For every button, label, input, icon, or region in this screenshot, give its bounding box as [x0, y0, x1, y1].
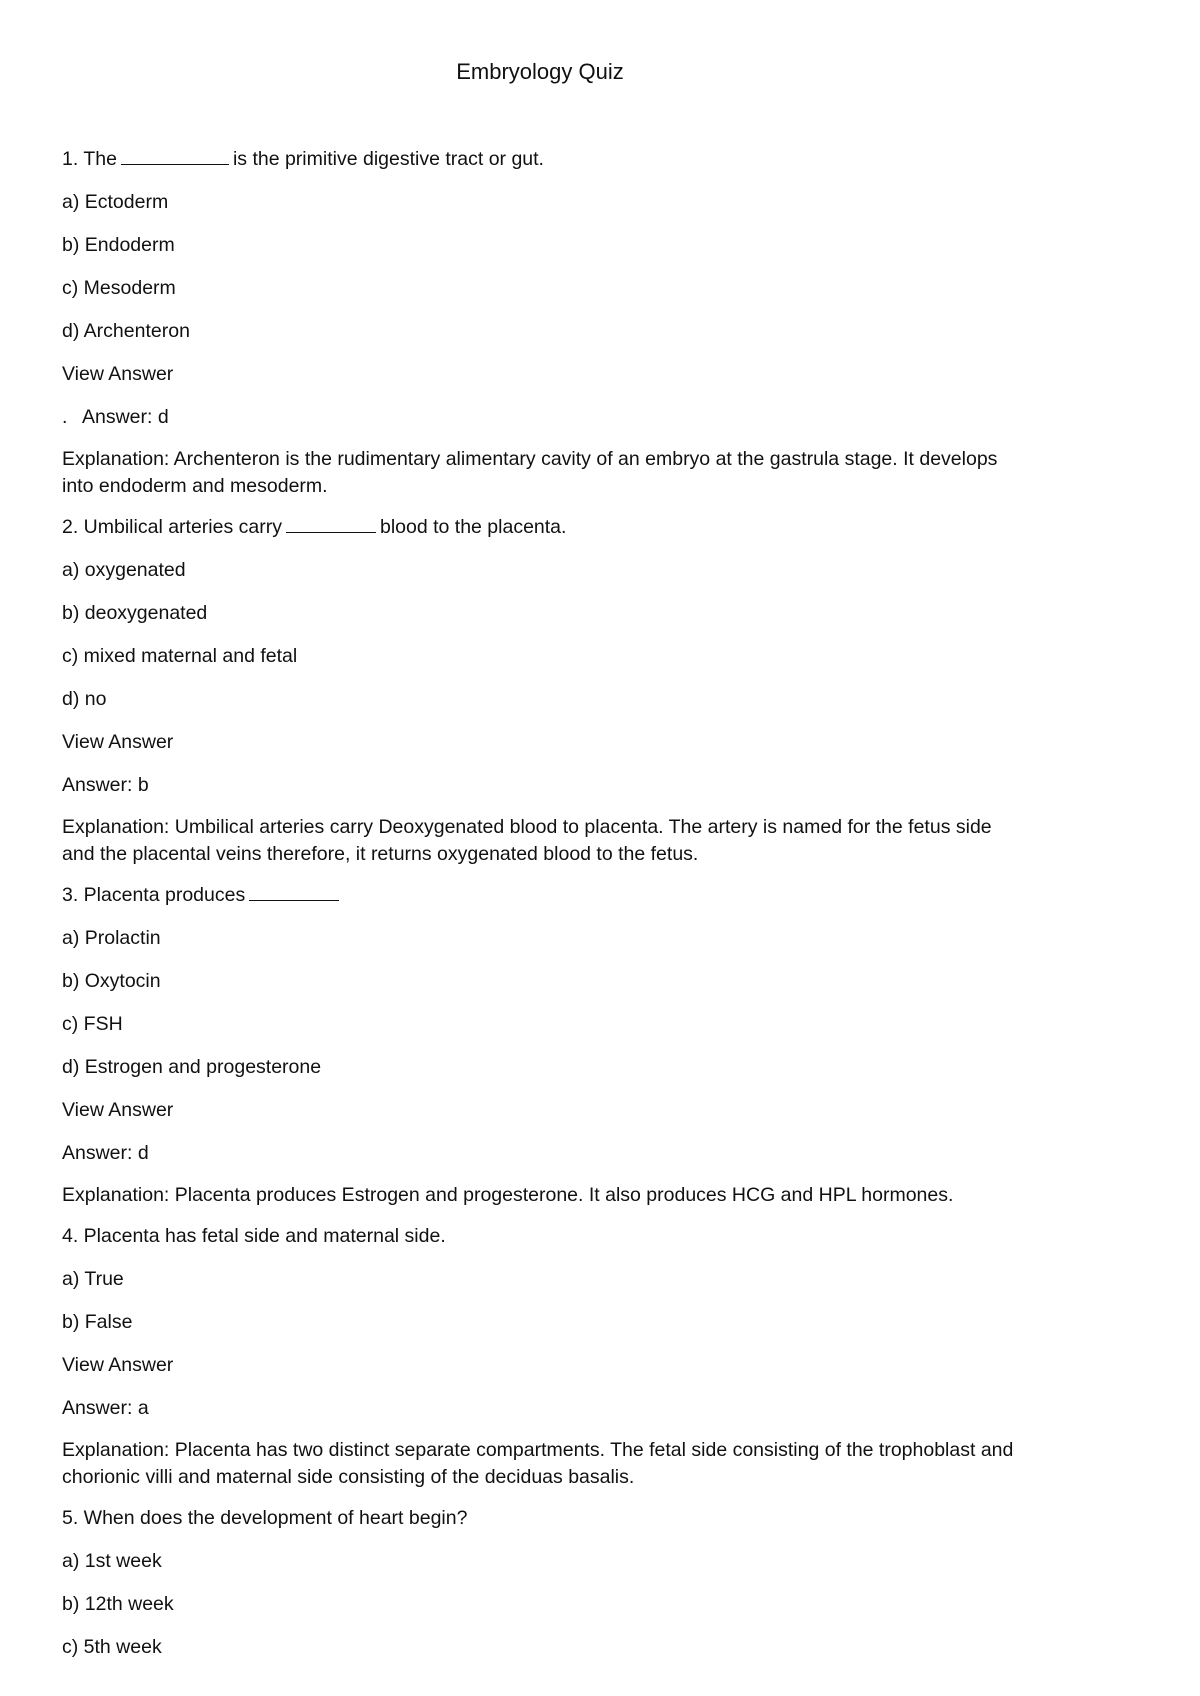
question-2-option-c: c) mixed maternal and fetal	[62, 645, 298, 667]
question-3-view-answer-link[interactable]: View Answer	[62, 1099, 174, 1121]
question-2-answer: Answer: b	[62, 774, 149, 796]
question-5-stem: 5. When does the development of heart begin?	[62, 1507, 468, 1529]
question-1-option-b: b) Endoderm	[62, 234, 175, 256]
question-4-stem: 4. Placenta has fetal side and maternal side.	[62, 1225, 446, 1247]
question-1-view-answer-link[interactable]: View Answer	[62, 363, 174, 385]
question-4-answer: Answer: a	[62, 1397, 149, 1419]
question-3-explanation: Explanation: Placenta produces Estrogen and progesterone. It also produces HCG and HPL hormones.	[62, 1184, 954, 1206]
question-3-option-d: d) Estrogen and progesterone	[62, 1056, 322, 1078]
question-3-stem-before: 3. Placenta produces	[62, 884, 246, 906]
question-3-option-c: c) FSH	[62, 1013, 123, 1035]
question-2-view-answer-link[interactable]: View Answer	[62, 731, 174, 753]
question-3-option-b: b) Oxytocin	[62, 970, 161, 992]
question-1-blank	[121, 146, 229, 165]
question-2-blank	[286, 514, 376, 533]
question-2-option-d: d) no	[62, 688, 107, 710]
question-3-blank	[249, 882, 339, 901]
question-1-answer	[62, 403, 1022, 431]
question-2-stem-before: 2. Umbilical arteries carry	[62, 516, 282, 538]
question-4-view-answer-link[interactable]: View Answer	[62, 1354, 174, 1376]
question-2-stem	[62, 513, 1022, 541]
question-1-stem	[62, 145, 1022, 173]
question-3-option-a: a) Prolactin	[62, 927, 161, 949]
question-4-option-a: a) True	[62, 1268, 124, 1290]
page-title: Embryology Quiz	[456, 59, 624, 84]
question-5-option-c: c) 5th week	[62, 1636, 162, 1658]
question-1-answer-text: Answer: d	[82, 406, 169, 428]
question-2-explanation: Explanation: Umbilical arteries carry Deoxygenated blood to placenta. The artery is named for the fetus side and the placental veins therefore, it returns oxygenated blood to the fetus.	[62, 816, 992, 865]
question-1-answer-dot: .	[62, 406, 68, 428]
question-1-option-c: c) Mesoderm	[62, 277, 176, 299]
question-1-option-a: a) Ectoderm	[62, 191, 169, 213]
question-3-stem	[62, 881, 1022, 909]
question-5-option-b: b) 12th week	[62, 1593, 174, 1615]
question-2-stem-after: blood to the placenta.	[379, 516, 567, 538]
question-5-option-a: a) 1st week	[62, 1550, 162, 1572]
question-1-stem-before: 1. The	[62, 148, 117, 170]
quiz-content	[62, 145, 1022, 1676]
question-1-option-d: d) Archenteron	[62, 320, 190, 342]
question-2-option-b: b) deoxygenated	[62, 602, 208, 624]
question-3-answer: Answer: d	[62, 1142, 149, 1164]
question-1-explanation: Explanation: Archenteron is the rudimentary alimentary cavity of an embryo at the gastrula stage. It develops into endoderm and mesoderm.	[62, 448, 998, 497]
question-4-explanation: Explanation: Placenta has two distinct separate compartments. The fetal side consisting of the trophoblast and chorionic villi and maternal side consisting of the deciduas basalis.	[62, 1439, 1014, 1488]
question-1-stem-after: is the primitive digestive tract or gut.	[232, 148, 544, 170]
question-4-option-b: b) False	[62, 1311, 133, 1333]
question-2-option-a: a) oxygenated	[62, 559, 186, 581]
